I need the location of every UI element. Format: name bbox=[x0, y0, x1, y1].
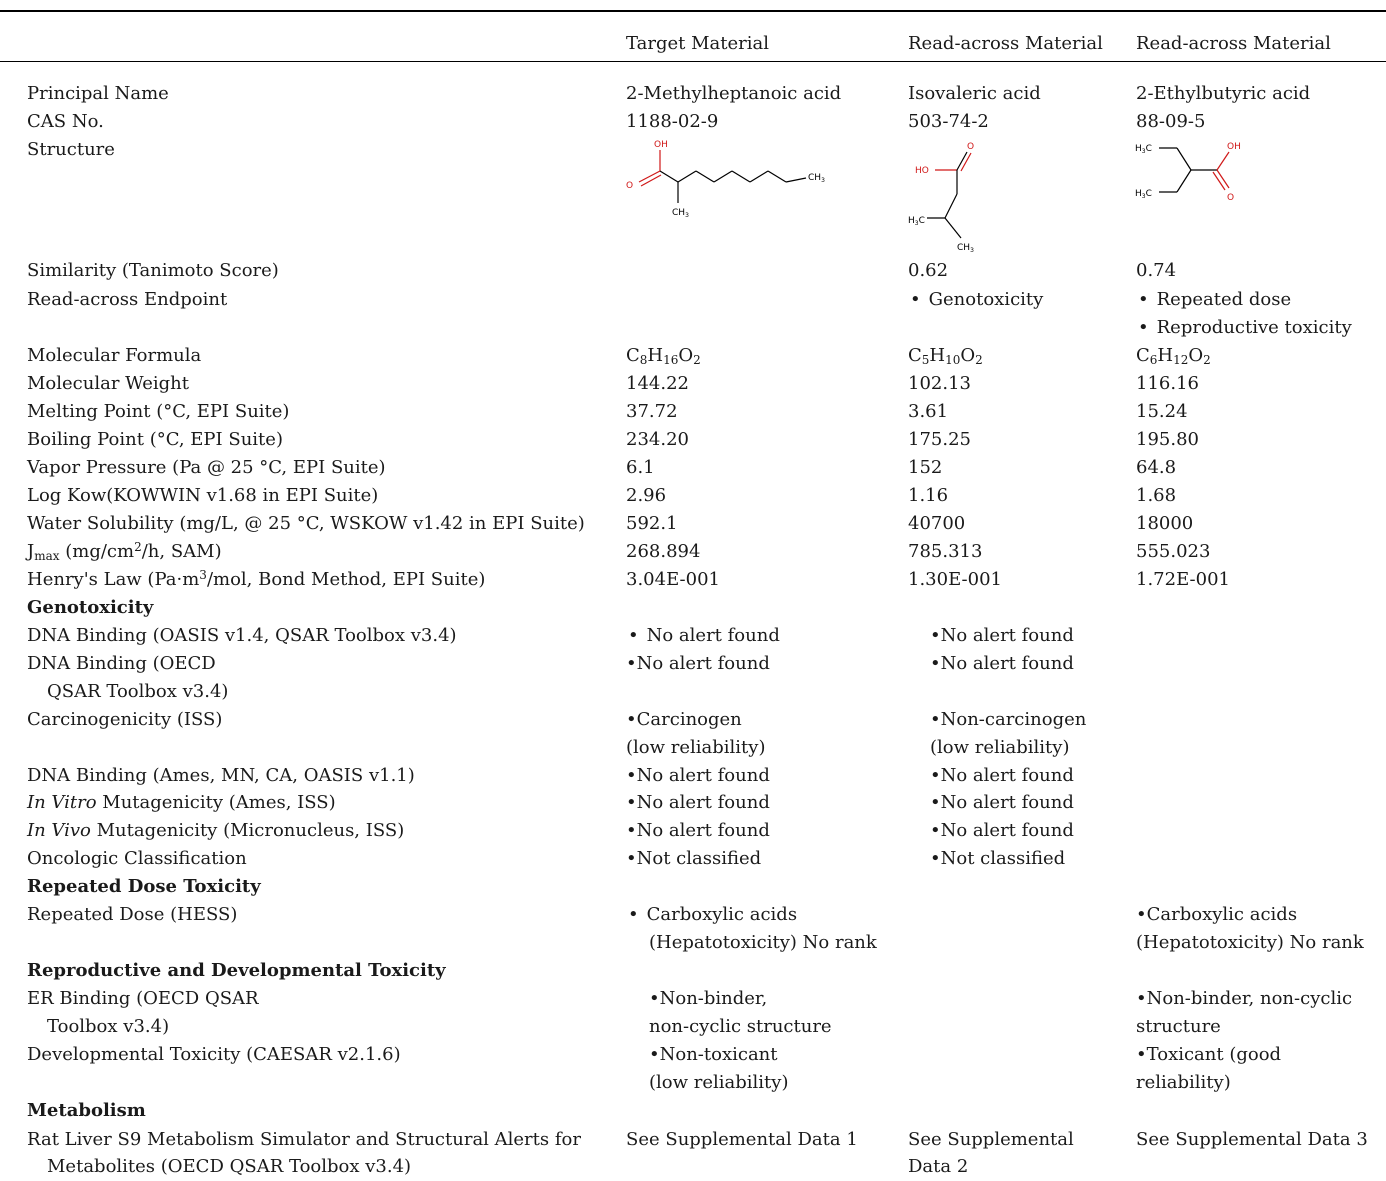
h3c-label: $H_3C$ bbox=[908, 216, 925, 227]
o-label: O bbox=[626, 181, 634, 191]
vapor-target: 6.1 bbox=[626, 457, 655, 478]
carcinogenicity-ra1-reliability: (low reliability) bbox=[930, 737, 1070, 758]
row-label-weight: Molecular Weight bbox=[27, 373, 189, 394]
dna-ames-ra1: • No alert found bbox=[930, 762, 1074, 790]
melting-ra2: 15.24 bbox=[1136, 401, 1188, 422]
ho-label: HO bbox=[915, 166, 929, 176]
developmental-ra2-detail: reliability) bbox=[1136, 1072, 1231, 1093]
row-label-endpoint: Read-across Endpoint bbox=[27, 289, 228, 310]
developmental-target-detail: (low reliability) bbox=[649, 1072, 789, 1093]
hess-target: • Carboxylic acids bbox=[626, 901, 797, 929]
jmax-ra2: 555.023 bbox=[1136, 541, 1211, 562]
dna-oasis-target: • No alert found bbox=[626, 622, 780, 650]
structure-2-ethylbutyric-acid bbox=[1133, 138, 1253, 218]
section-heading-metabolism: Metabolism bbox=[27, 1100, 146, 1121]
principal-name-ra2: 2-Ethylbutyric acid bbox=[1136, 83, 1311, 104]
dna-oecd-target: • No alert found bbox=[626, 650, 770, 678]
logkow-ra1: 1.16 bbox=[908, 485, 949, 506]
in-vivo-ra1: • No alert found bbox=[930, 817, 1074, 845]
oncologic-target: • Not classified bbox=[626, 845, 761, 873]
top-rule bbox=[0, 10, 1386, 12]
hess-ra2-detail: (Hepatotoxicity) No rank bbox=[1136, 932, 1364, 953]
hess-target-detail: (Hepatotoxicity) No rank bbox=[649, 932, 877, 953]
endpoint-ra2-repeated: • Repeated dose bbox=[1136, 286, 1291, 314]
ch3-label: $CH_3$ bbox=[672, 208, 689, 219]
jmax-ra1: 785.313 bbox=[908, 541, 983, 562]
vapor-ra1: 152 bbox=[908, 457, 943, 478]
weight-ra1: 102.13 bbox=[908, 373, 971, 394]
row-label-oncologic: Oncologic Classification bbox=[27, 848, 247, 869]
melting-ra1: 3.61 bbox=[908, 401, 949, 422]
col-header-target: Target Material bbox=[626, 33, 769, 54]
weight-ra2: 116.16 bbox=[1136, 373, 1199, 394]
h3c-label: $H_3C$ bbox=[1135, 144, 1152, 155]
formula-ra1: $C_5H_{10}O_2$ bbox=[908, 345, 983, 367]
logkow-target: 2.96 bbox=[626, 485, 667, 506]
weight-target: 144.22 bbox=[626, 373, 689, 394]
jmax-target: 268.894 bbox=[626, 541, 701, 562]
row-label-carcinogenicity: Carcinogenicity (ISS) bbox=[27, 709, 223, 730]
oh-label: OH bbox=[1227, 142, 1241, 152]
s9-ra2: See Supplemental Data 3 bbox=[1136, 1129, 1368, 1150]
henry-ra2: 1.72E-001 bbox=[1136, 569, 1230, 590]
similarity-ra2: 0.74 bbox=[1136, 260, 1177, 281]
melting-target: 37.72 bbox=[626, 401, 678, 422]
in-vivo-target: • No alert found bbox=[626, 817, 770, 845]
row-label-er-binding: ER Binding (OECD QSAR bbox=[27, 988, 259, 1009]
carcinogenicity-target-reliability: (low reliability) bbox=[626, 737, 766, 758]
solubility-target: 592.1 bbox=[626, 513, 678, 534]
col-header-read-across-1: Read-across Material bbox=[908, 33, 1103, 54]
row-label-melting: Melting Point (°C, EPI Suite) bbox=[27, 401, 290, 422]
cas-target: 1188-02-9 bbox=[626, 111, 719, 132]
carcinogenicity-target: • Carcinogen bbox=[626, 706, 742, 734]
row-label-dna-oecd-cont: QSAR Toolbox v3.4) bbox=[47, 681, 229, 702]
row-label-s9: Rat Liver S9 Metabolism Simulator and Structural Alerts for bbox=[27, 1129, 581, 1150]
dna-oecd-ra1: • No alert found bbox=[930, 650, 1074, 678]
ch3-label: $CH_3$ bbox=[957, 243, 974, 254]
carcinogenicity-ra1: • Non-carcinogen bbox=[930, 706, 1086, 734]
row-label-principal-name: Principal Name bbox=[27, 83, 169, 104]
s9-target: See Supplemental Data 1 bbox=[626, 1129, 858, 1150]
er-binding-target-detail: non-cyclic structure bbox=[649, 1016, 832, 1037]
row-label-boiling: Boiling Point (°C, EPI Suite) bbox=[27, 429, 283, 450]
er-binding-target: • Non-binder, bbox=[649, 985, 767, 1013]
s9-ra1: See Supplemental bbox=[908, 1129, 1074, 1150]
row-label-vapor: Vapor Pressure (Pa @ 25 °C, EPI Suite) bbox=[27, 457, 386, 478]
dna-oasis-ra1: • No alert found bbox=[930, 622, 1074, 650]
endpoint-ra2-reproductive: • Reproductive toxicity bbox=[1136, 314, 1352, 342]
formula-target: $C_8H_{16}O_2$ bbox=[626, 345, 701, 367]
boiling-ra2: 195.80 bbox=[1136, 429, 1199, 450]
row-label-structure: Structure bbox=[27, 139, 115, 160]
ch3-label: $CH_3$ bbox=[808, 173, 825, 184]
o-label: O bbox=[967, 142, 975, 152]
er-binding-ra2-detail: structure bbox=[1136, 1016, 1221, 1037]
vapor-ra2: 64.8 bbox=[1136, 457, 1177, 478]
logkow-ra2: 1.68 bbox=[1136, 485, 1177, 506]
row-label-solubility: Water Solubility (mg/L, @ 25 °C, WSKOW v1.42 in EPI Suite) bbox=[27, 513, 585, 534]
o-label: O bbox=[1227, 193, 1235, 203]
solubility-ra1: 40700 bbox=[908, 513, 966, 534]
henry-ra1: 1.30E-001 bbox=[908, 569, 1002, 590]
structure-isovaleric-acid bbox=[905, 138, 1015, 258]
row-label-in-vitro: In Vitro Mutagenicity (Ames, ISS) bbox=[27, 792, 336, 813]
section-heading-genotoxicity: Genotoxicity bbox=[27, 597, 154, 618]
row-label-similarity: Similarity (Tanimoto Score) bbox=[27, 260, 279, 281]
principal-name-ra1: Isovaleric acid bbox=[908, 83, 1041, 104]
similarity-ra1: 0.62 bbox=[908, 260, 949, 281]
row-label-in-vivo: In Vivo Mutagenicity (Micronucleus, ISS) bbox=[27, 820, 405, 841]
row-label-s9-cont: Metabolites (OECD QSAR Toolbox v3.4) bbox=[47, 1156, 412, 1177]
boiling-target: 234.20 bbox=[626, 429, 689, 450]
structure-2-methylheptanoic-acid bbox=[620, 138, 850, 233]
row-label-jmax: $J_{max}$ ($mg/cm^2/h$, SAM) bbox=[27, 540, 222, 563]
row-label-dna-ames: DNA Binding (Ames, MN, CA, OASIS v1.1) bbox=[27, 765, 415, 786]
oh-label: OH bbox=[654, 140, 668, 150]
header-rule bbox=[0, 61, 1386, 62]
row-label-developmental: Developmental Toxicity (CAESAR v2.1.6) bbox=[27, 1044, 401, 1065]
solubility-ra2: 18000 bbox=[1136, 513, 1194, 534]
henry-target: 3.04E-001 bbox=[626, 569, 720, 590]
in-vitro-target: • No alert found bbox=[626, 789, 770, 817]
row-label-dna-oasis: DNA Binding (OASIS v1.4, QSAR Toolbox v3.4) bbox=[27, 625, 457, 646]
col-header-read-across-2: Read-across Material bbox=[1136, 33, 1331, 54]
cas-ra1: 503-74-2 bbox=[908, 111, 989, 132]
cas-ra2: 88-09-5 bbox=[1136, 111, 1206, 132]
row-label-formula: Molecular Formula bbox=[27, 345, 202, 366]
section-heading-reproductive: Reproductive and Developmental Toxicity bbox=[27, 960, 446, 981]
row-label-henry: Henry's Law ($Pa\cdot m^3$/mol, Bond Method, EPI Suite) bbox=[27, 568, 486, 590]
s9-ra1-cont: Data 2 bbox=[908, 1156, 969, 1177]
developmental-target: • Non-toxicant bbox=[649, 1041, 778, 1069]
h3c-label: $H_3C$ bbox=[1135, 189, 1152, 200]
in-vitro-ra1: • No alert found bbox=[930, 789, 1074, 817]
formula-ra2: $C_6H_{12}O_2$ bbox=[1136, 345, 1211, 367]
hess-ra2: • Carboxylic acids bbox=[1136, 901, 1297, 929]
endpoint-ra1: • Genotoxicity bbox=[908, 286, 1043, 314]
section-heading-repeated-dose: Repeated Dose Toxicity bbox=[27, 876, 261, 897]
boiling-ra1: 175.25 bbox=[908, 429, 971, 450]
developmental-ra2: • Toxicant (good bbox=[1136, 1041, 1281, 1069]
er-binding-ra2: • Non-binder, non-cyclic bbox=[1136, 985, 1352, 1013]
row-label-dna-oecd: DNA Binding (OECD bbox=[27, 653, 216, 674]
row-label-cas: CAS No. bbox=[27, 111, 104, 132]
row-label-logkow: Log Kow(KOWWIN v1.68 in EPI Suite) bbox=[27, 485, 379, 506]
oncologic-ra1: • Not classified bbox=[930, 845, 1065, 873]
principal-name-target: 2-Methylheptanoic acid bbox=[626, 83, 842, 104]
row-label-hess: Repeated Dose (HESS) bbox=[27, 904, 238, 925]
row-label-er-binding-cont: Toolbox v3.4) bbox=[47, 1016, 170, 1037]
dna-ames-target: • No alert found bbox=[626, 762, 770, 790]
